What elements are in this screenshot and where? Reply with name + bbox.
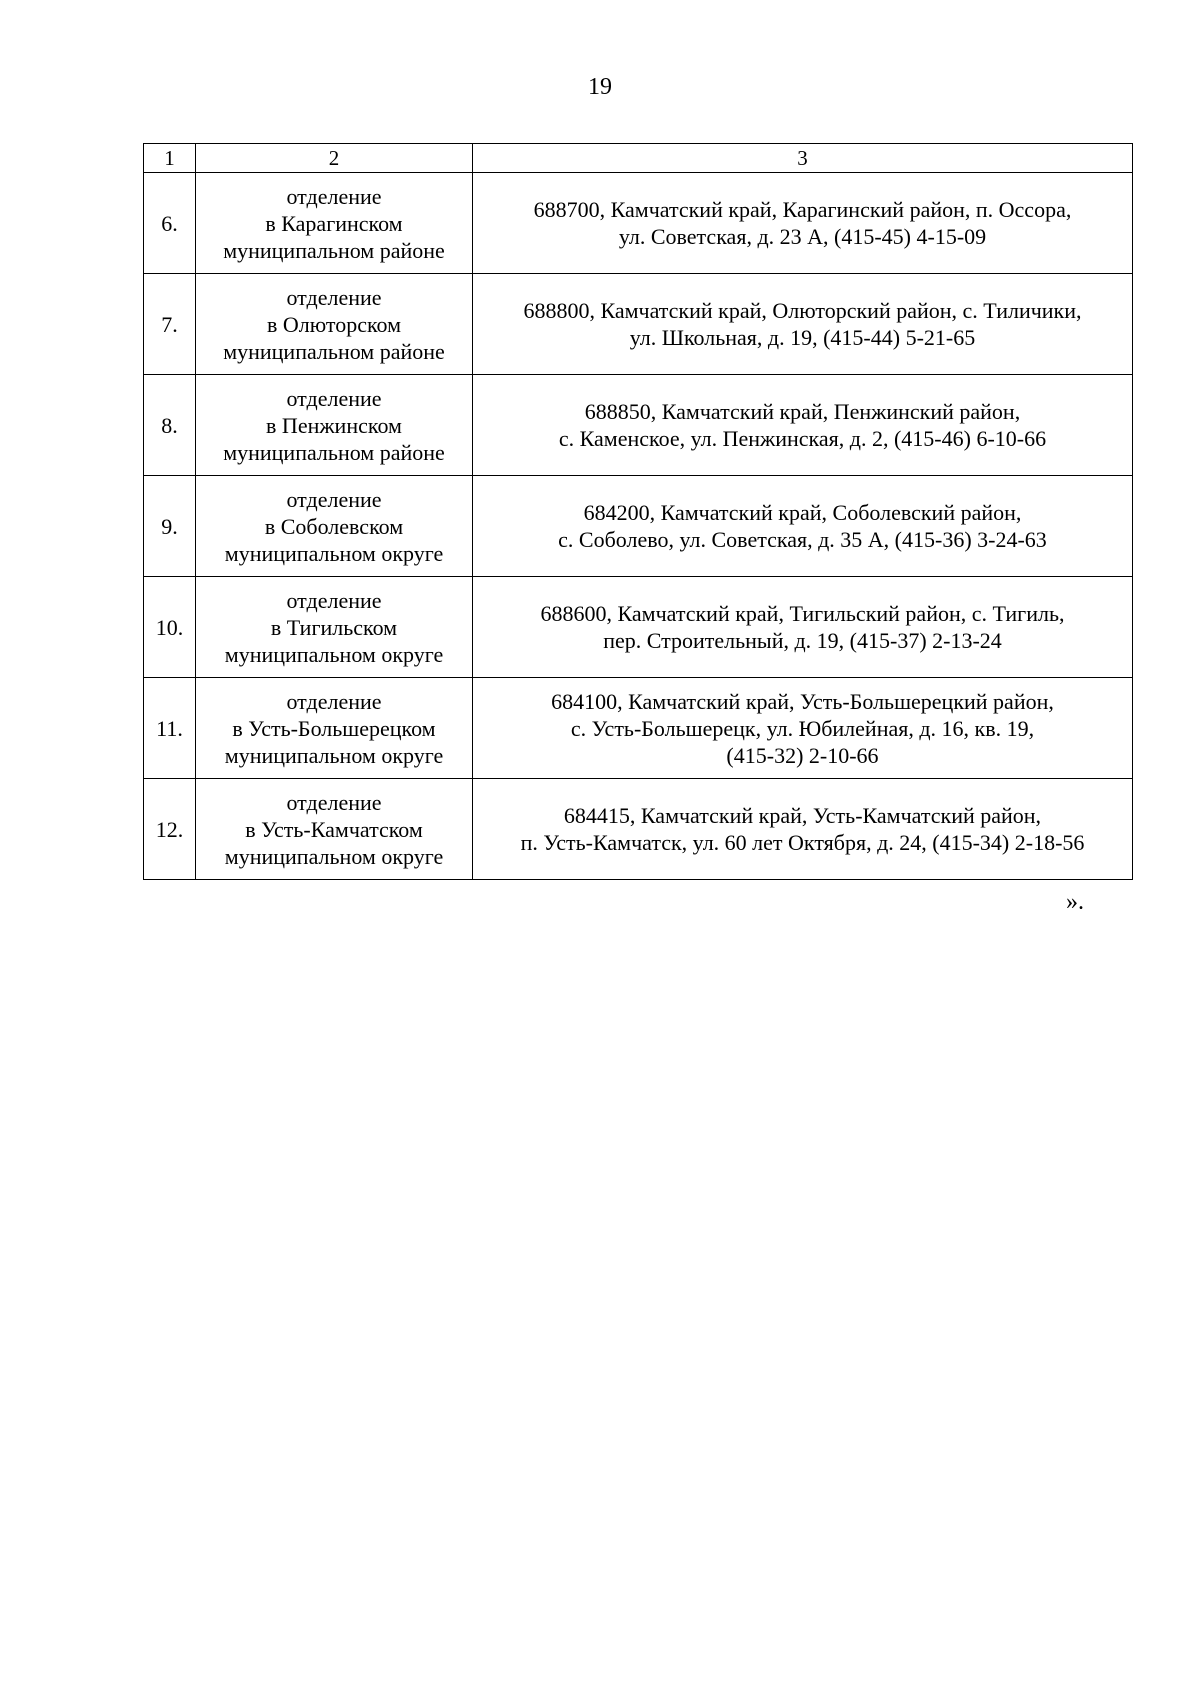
address-line: п. Усть-Камчатск, ул. 60 лет Октября, д. 24, (415-34) 2-18-56 (520, 830, 1085, 855)
department-cell (196, 577, 473, 678)
address-line: 688850, Камчатский край, Пенжинский район, (584, 399, 1021, 424)
table-row (144, 476, 1133, 577)
department-line: отделение (286, 789, 382, 815)
table-row (144, 274, 1133, 375)
address-line: 688700, Камчатский край, Карагинский район, п. Оссора, (533, 197, 1072, 222)
address-line: ул. Школьная, д. 19, (415-44) 5-21-65 (629, 325, 976, 350)
address-line: 684415, Камчатский край, Усть-Камчатский район, (563, 803, 1042, 828)
row-number: 6. (144, 173, 196, 274)
address-cell (473, 476, 1133, 577)
address-line: с. Каменское, ул. Пенжинская, д. 2, (415-46) 6-10-66 (558, 426, 1047, 451)
department-line: отделение (286, 486, 382, 512)
department-cell (196, 476, 473, 577)
department-line: отделение (286, 385, 382, 411)
department-line: в Тигильском (270, 614, 398, 640)
department-line: муниципальном округе (224, 641, 444, 667)
department-line: муниципальном районе (223, 338, 445, 364)
row-number: 8. (144, 375, 196, 476)
department-line: в Усть-Большерецком (232, 715, 436, 741)
department-line: в Соболевском (264, 513, 404, 539)
address-line: с. Соболево, ул. Советская, д. 35 А, (415-36) 3-24-63 (558, 527, 1047, 552)
department-cell (196, 375, 473, 476)
department-line: муниципальном районе (223, 237, 445, 263)
row-number: 11. (144, 678, 196, 779)
address-cell (473, 779, 1133, 880)
department-line: в Усть-Камчатском (245, 816, 423, 842)
table-row (144, 375, 1133, 476)
department-line: муниципальном районе (223, 439, 445, 465)
department-line: в Карагинском (265, 210, 403, 236)
address-cell (473, 375, 1133, 476)
department-line: в Олюторском (266, 311, 402, 337)
department-line: отделение (286, 284, 382, 310)
department-cell (196, 274, 473, 375)
address-line: 684200, Камчатский край, Соболевский район, (583, 500, 1022, 525)
department-line: отделение (286, 587, 382, 613)
address-line: (415-32) 2-10-66 (726, 742, 879, 768)
departments-table (143, 143, 1133, 880)
department-line: муниципальном округе (224, 742, 444, 768)
address-cell (473, 173, 1133, 274)
closing-quote-mark: ». (1066, 889, 1084, 915)
address-line: ул. Советская, д. 23 А, (415-45) 4-15-09 (618, 224, 987, 249)
address-cell (473, 678, 1133, 779)
address-line: 688800, Камчатский край, Олюторский район, с. Тиличики, (523, 298, 1082, 323)
department-line: муниципальном округе (224, 843, 444, 869)
column-header-2: 2 (196, 144, 473, 173)
address-cell (473, 577, 1133, 678)
department-cell (196, 173, 473, 274)
table-row (144, 779, 1133, 880)
department-line: в Пенжинском (266, 412, 402, 438)
table-row (144, 577, 1133, 678)
table-row (144, 678, 1133, 779)
department-line: отделение (286, 688, 382, 714)
column-header-3: 3 (473, 144, 1133, 173)
department-cell (196, 779, 473, 880)
table-header-row (144, 144, 1133, 173)
page-number: 19 (588, 74, 612, 100)
address-line: 684100, Камчатский край, Усть-Большерецкий район, (551, 688, 1054, 714)
table-row (144, 173, 1133, 274)
column-header-1: 1 (144, 144, 196, 173)
department-line: отделение (286, 183, 382, 209)
address-line: 688600, Камчатский край, Тигильский район, с. Тигиль, (540, 601, 1065, 626)
row-number: 10. (144, 577, 196, 678)
address-line: пер. Строительный, д. 19, (415-37) 2-13-24 (603, 628, 1002, 653)
department-line: муниципальном округе (224, 540, 444, 566)
row-number: 7. (144, 274, 196, 375)
address-line: с. Усть-Большерецк, ул. Юбилейная, д. 16, кв. 19, (570, 715, 1035, 741)
row-number: 12. (144, 779, 196, 880)
row-number: 9. (144, 476, 196, 577)
department-cell (196, 678, 473, 779)
address-cell (473, 274, 1133, 375)
